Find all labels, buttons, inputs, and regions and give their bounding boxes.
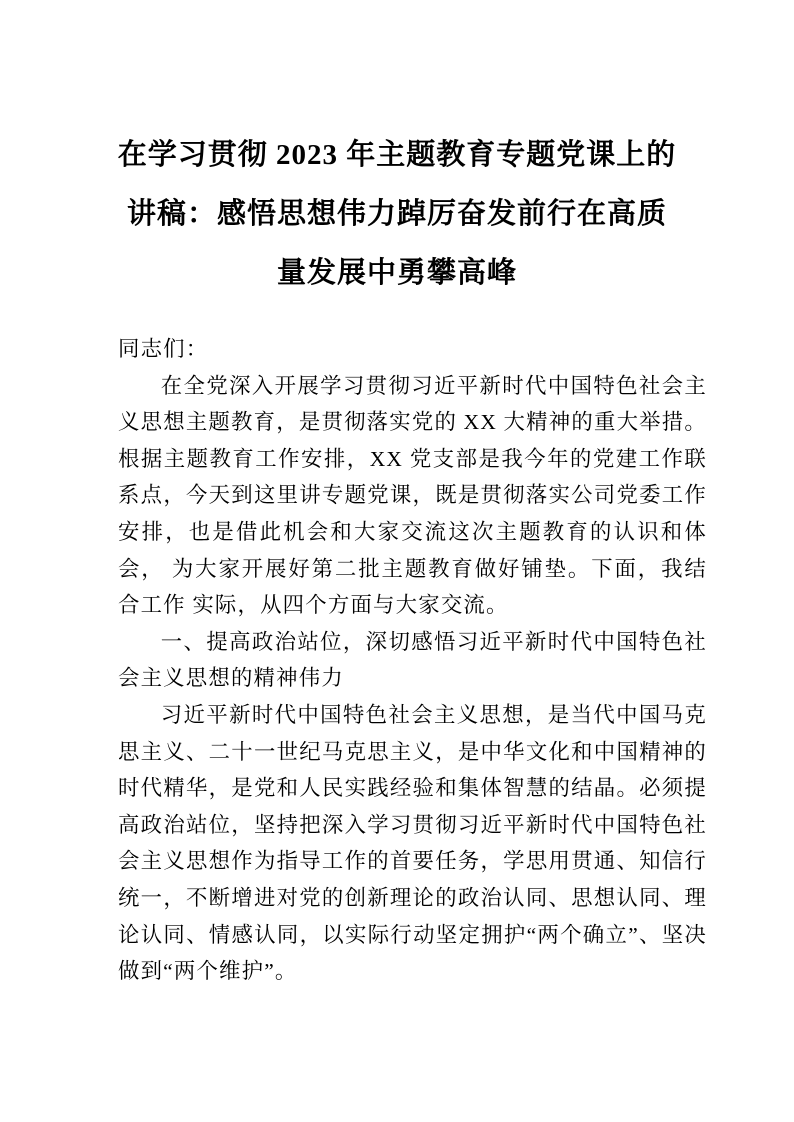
- title-line-1: 在学习贯彻 2023 年主题教育专题党课上的: [117, 139, 677, 171]
- section-heading-1: 一、提高政治站位，深切感悟习近平新时代中国特色社会主义思想的精神伟力: [118, 629, 707, 691]
- document-title: [40, 126, 754, 303]
- document-body: [118, 331, 707, 990]
- paragraph-section-1-body: 习近平新时代中国特色社会主义思想，是当代中国马克思主义、二十一世纪马克思主义，是中华文化和中国精神的时代精华，是党和人民实践经验和集体智慧的结晶。必须提高政治站位，坚持把深入学习贯彻习近平新时代中国特色社会主义思想作为指导工作的首要任务，学思用贯通、知信行统一，不断增进对党的创新理论的政治认同、思想认同、理论认同、情感认同，以实际行动坚定拥护“两个确立”、坚决做到“两个维护”。: [118, 702, 707, 984]
- title-line-3: 量发展中勇攀高峰: [276, 257, 517, 289]
- paragraph-intro: 在全党深入开展学习贯彻习近平新时代中国特色社会主义思想主题教育，是贯彻落实党的 XX 大精神的重大举措。根据主题教育工作安排，XX 党支部是我今年的党建工作联系点，今天到这里讲专题党课，既是贯彻落实公司党委工作 安排，也是借此机会和大家交流这次主题教育的认识和体会， 为大家开展好第二批主题教育做好铺垫。下面，我结合工作 实际，从四个方面与大家交流。: [118, 373, 707, 618]
- title-line-2: 讲稿：感悟思想伟力踔厉奋发前行在高质: [126, 198, 667, 230]
- salutation: 同志们：: [118, 337, 209, 361]
